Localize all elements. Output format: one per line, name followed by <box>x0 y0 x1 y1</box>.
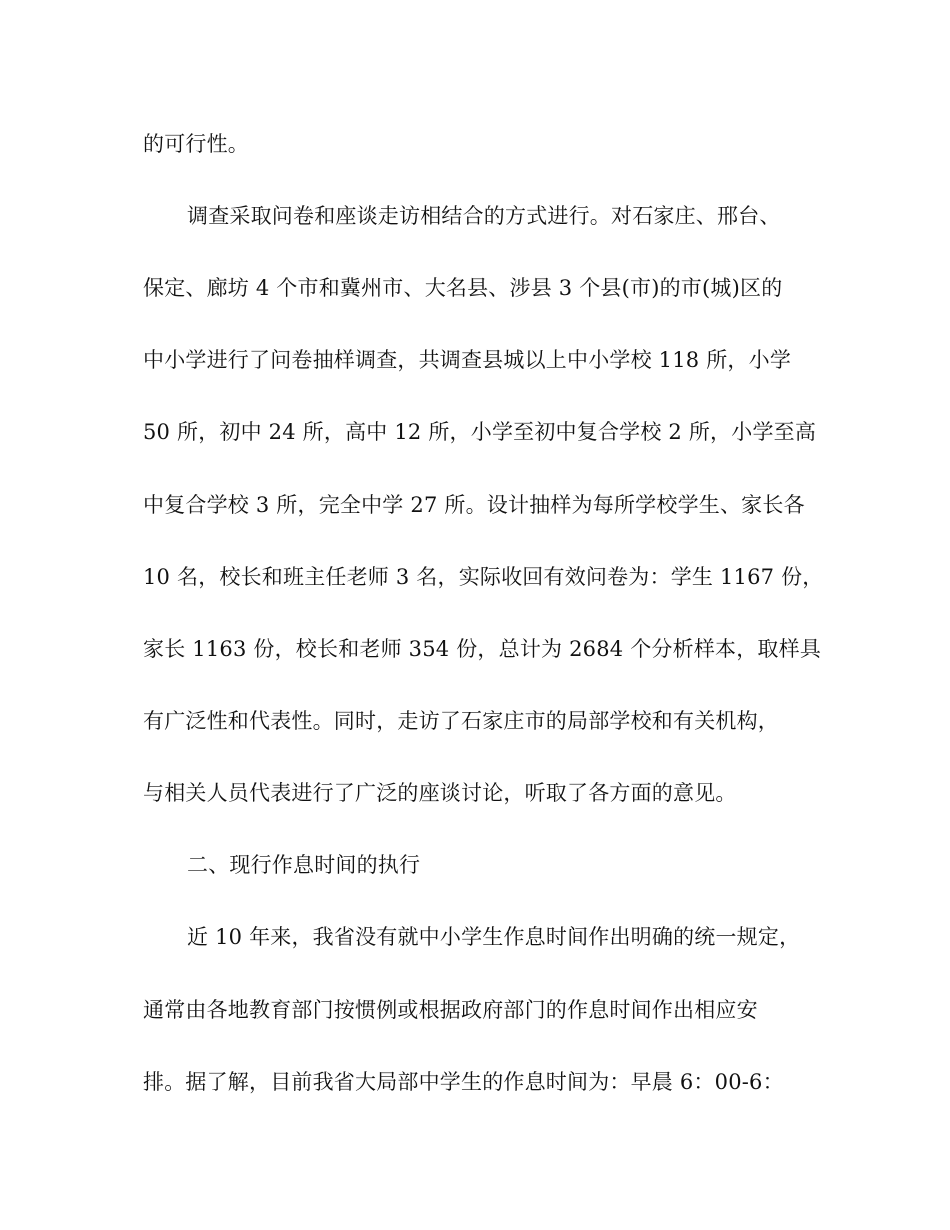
paragraph-line: 通常由各地教育部门按惯例或根据政府部门的作息时间作出相应安 <box>143 998 758 1022</box>
paragraph-line: 与相关人员代表进行了广泛的座谈讨论，听取了各方面的意见。 <box>143 781 737 805</box>
paragraph-line: 的可行性。 <box>143 132 249 156</box>
paragraph-line: 50 所，初中 24 所，高中 12 所，小学至初中复合学校 2 所，小学至高 <box>143 420 817 444</box>
paragraph-line: 排。据了解，目前我省大局部中学生的作息时间为：早晨 6：00-6： <box>143 1070 784 1094</box>
paragraph-line: 中复合学校 3 所，完全中学 27 所。设计抽样为每所学校学生、家长各 <box>143 493 805 517</box>
paragraph-line: 中小学进行了问卷抽样调查，共调查县城以上中小学校 118 所，小学 <box>143 348 792 372</box>
paragraph-line: 保定、廊坊 4 个市和冀州市、大名县、涉县 3 个县(市)的市(城)区的 <box>143 276 783 300</box>
paragraph-line: 近 10 年来，我省没有就中小学生作息时间作出明确的统一规定， <box>187 925 801 949</box>
paragraph-line: 家长 1163 份，校长和老师 354 份，总计为 2684 个分析样本，取样具 <box>143 637 822 661</box>
paragraph-line: 调查采取问卷和座谈走访相结合的方式进行。对石家庄、邢台、 <box>187 204 781 228</box>
paragraph-line: 有广泛性和代表性。同时，走访了石家庄市的局部学校和有关机构， <box>143 709 779 733</box>
section-heading: 二、现行作息时间的执行 <box>187 853 421 877</box>
paragraph-line: 10 名，校长和班主任老师 3 名，实际收回有效问卷为：学生 1167 份， <box>143 565 824 589</box>
